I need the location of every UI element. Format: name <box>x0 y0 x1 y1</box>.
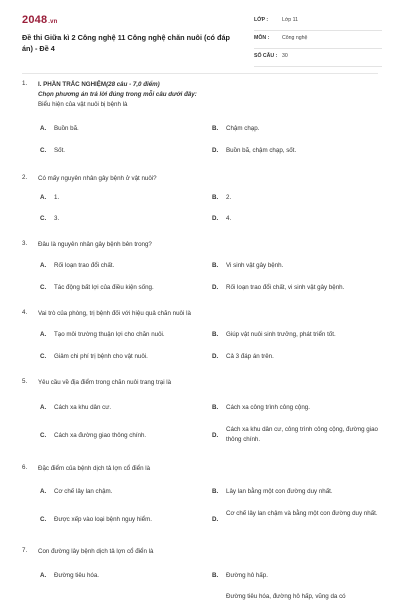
option-text: 1. <box>54 194 60 201</box>
option-text: Cách xa khu dân cư. <box>54 404 112 411</box>
option-a[interactable] <box>40 193 59 203</box>
section-title: I. PHẦN TRẮC NGHIỆM <box>38 81 107 88</box>
option-d[interactable] <box>212 509 380 531</box>
section-instruction: Chọn phương án trả lời đúng trong mỗi câu dưới đây: <box>38 91 197 98</box>
exam-meta <box>254 14 382 68</box>
question-number: 5. <box>22 378 28 385</box>
option-a[interactable] <box>40 261 114 271</box>
header-divider <box>22 73 378 74</box>
meta-value: Lớp 11 <box>282 17 298 23</box>
question-text: Vai trò của phòng, trị bệnh đối với hiệu quả chăn nuôi là <box>38 310 191 317</box>
meta-value: 30 <box>282 53 288 59</box>
option-letter: B. <box>212 125 219 132</box>
option-text: Tác động bất lợi của điều kiện sống. <box>54 284 154 291</box>
option-text: 4. <box>226 215 232 222</box>
meta-key: LỚP : <box>254 17 269 23</box>
option-text: Đường tiêu hóa, đường hô hấp, vũng da có <box>226 593 346 600</box>
question-text: Đặc điểm của bệnh dịch tả lợn cổ điển là <box>38 465 151 472</box>
option-b[interactable] <box>212 571 268 581</box>
option-letter: A. <box>40 331 47 338</box>
meta-row-subject <box>254 32 382 49</box>
option-text: Rối loạn trao đổi chất. <box>54 262 115 269</box>
option-letter: D. <box>212 432 219 439</box>
option-letter: C. <box>40 147 47 154</box>
option-letter: D. <box>212 516 219 523</box>
option-a[interactable] <box>40 571 99 581</box>
logo-text: 2048 <box>22 14 48 26</box>
option-text: Được xếp vào loại bệnh nguy hiểm. <box>54 516 152 523</box>
option-letter: B. <box>212 572 219 579</box>
option-letter: A. <box>40 572 47 579</box>
option-letter: C. <box>40 432 47 439</box>
option-letter: A. <box>40 262 47 269</box>
question-number: 2. <box>22 174 28 181</box>
logo-ext: .vn <box>48 19 58 25</box>
option-b[interactable] <box>212 487 333 497</box>
option-b[interactable] <box>212 403 310 413</box>
option-d[interactable] <box>212 352 274 362</box>
meta-key: SỐ CÂU : <box>254 53 278 59</box>
option-letter: A. <box>40 404 47 411</box>
option-text: 3. <box>54 215 60 222</box>
option-text: Cơ chế lây lan chậm. <box>54 488 113 495</box>
option-c[interactable] <box>40 146 65 156</box>
option-text: Buồn bã. <box>54 125 79 132</box>
option-c[interactable] <box>40 515 152 525</box>
option-letter: A. <box>40 194 47 201</box>
option-text: Vi sinh vật gây bệnh. <box>226 262 284 269</box>
question-body <box>38 80 378 110</box>
question-text: Biểu hiện của vật nuôi bị bệnh là <box>38 101 128 108</box>
option-c[interactable] <box>40 352 148 362</box>
option-b[interactable] <box>212 330 336 340</box>
question-text: Con đường lây bệnh dịch tả lợn cổ điển là <box>38 548 154 555</box>
option-letter: A. <box>40 125 47 132</box>
exam-title: Đề thi Giữa kì 2 Công nghệ 11 Công nghệ chăn nuôi (có đáp án) - Đề 4 <box>22 33 230 53</box>
option-text: Cả 3 đáp án trên. <box>226 353 274 360</box>
question-number: 1. <box>22 80 28 87</box>
option-c[interactable] <box>40 431 146 441</box>
option-text: Giảm chi phí trị bệnh cho vật nuôi. <box>54 353 148 360</box>
site-logo[interactable] <box>22 14 58 26</box>
option-text: Cơ chế lây lan chậm và bằng một con đường duy nhất. <box>226 510 378 517</box>
option-a[interactable] <box>40 330 165 340</box>
meta-value: Công nghệ <box>282 35 308 41</box>
option-letter: D. <box>212 353 219 360</box>
option-letter: B. <box>212 262 219 269</box>
question-text: Đâu là nguyên nhân gây bệnh bên trong? <box>38 241 152 248</box>
meta-key: MÔN : <box>254 35 270 41</box>
option-text: Tạo môi trường thuận lợi cho chăn nuôi. <box>54 331 165 338</box>
option-letter: D. <box>212 215 219 222</box>
option-text: 2. <box>226 194 232 201</box>
option-letter: A. <box>40 488 47 495</box>
option-letter: B. <box>212 488 219 495</box>
option-b[interactable] <box>212 261 283 271</box>
option-letter: C. <box>40 353 47 360</box>
option-text: Giúp vật nuôi sinh trưởng, phát triển tốt. <box>226 331 336 338</box>
meta-row-class <box>254 14 382 31</box>
option-text: Cách xa đường giao thông chính. <box>54 432 147 439</box>
option-c[interactable] <box>40 283 154 293</box>
question-number: 6. <box>22 464 28 471</box>
option-c[interactable] <box>40 214 59 224</box>
question-number: 3. <box>22 240 28 247</box>
section-subtitle: (28 câu - 7,0 điểm) <box>106 81 160 88</box>
option-d[interactable] <box>212 592 346 600</box>
question-text: Yêu cầu về địa điểm trong chăn nuôi trang trại là <box>38 379 172 386</box>
option-d[interactable] <box>212 283 344 293</box>
option-text: Cách xa công trình công cộng. <box>226 404 310 411</box>
option-d[interactable] <box>212 146 296 156</box>
document-header <box>0 0 400 68</box>
question-text: Có mấy nguyên nhân gây bệnh ở vật nuôi? <box>38 175 157 182</box>
option-text: Cách xa khu dân cư, công trình công cộng, đường giao thông chính. <box>226 426 378 443</box>
option-text: Đường tiêu hóa. <box>54 572 100 579</box>
option-letter: B. <box>212 331 219 338</box>
option-text: Đường hô hấp. <box>226 572 268 579</box>
meta-row-count <box>254 50 382 67</box>
option-text: Chậm chạp. <box>226 125 260 132</box>
option-letter: C. <box>40 215 47 222</box>
option-a[interactable] <box>40 487 112 497</box>
option-letter: C. <box>40 516 47 523</box>
option-text: Lây lan bằng một con đường duy nhất. <box>226 488 333 495</box>
option-a[interactable] <box>40 124 79 134</box>
option-b[interactable] <box>212 124 259 134</box>
option-text: Rối loạn trao đổi chất, vi sinh vật gây bệnh. <box>226 284 345 291</box>
option-d[interactable] <box>212 214 231 224</box>
option-d[interactable] <box>212 425 380 447</box>
option-text: Sốt. <box>54 147 66 154</box>
option-b[interactable] <box>212 193 231 203</box>
option-letter: C. <box>40 284 47 291</box>
option-letter: B. <box>212 404 219 411</box>
option-letter: B. <box>212 194 219 201</box>
option-letter: D. <box>212 284 219 291</box>
option-text: Buồn bã, chậm chạp, sốt. <box>226 147 297 154</box>
option-letter: D. <box>212 147 219 154</box>
question-number: 7. <box>22 547 28 554</box>
question-number: 4. <box>22 309 28 316</box>
option-a[interactable] <box>40 403 111 413</box>
